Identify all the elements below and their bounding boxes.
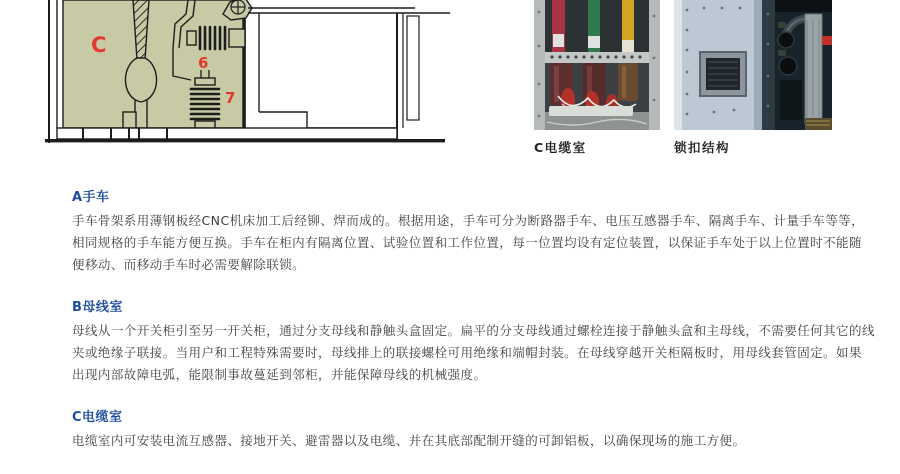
section-busbar-compartment — [72, 296, 890, 386]
section-text-line: 手车骨架系用薄钢板经CNC机床加工后经铆、焊而成的。根据用途，手车可分为断路器手车、电压互感器手车、隔离手车、计量手车等等， — [72, 213, 865, 228]
diagram-label-c: C — [91, 33, 107, 57]
section-heading-cable: C电缆室 — [72, 410, 123, 425]
section-handcart — [72, 186, 890, 276]
diagram-callout-6: 6 — [198, 54, 209, 72]
cabinet-cross-section-diagram — [45, 0, 450, 148]
brand-badge — [822, 36, 832, 45]
section-cable-compartment — [72, 406, 890, 452]
cable-compartment-photo-art — [534, 0, 660, 130]
section-heading-handcart: A手车 — [72, 190, 110, 205]
photo-lock-structure — [674, 0, 832, 156]
cable-compartment-photo — [534, 0, 660, 130]
cable-termination-bulb — [125, 58, 156, 102]
hinge-strip — [762, 0, 775, 130]
section-heading-busbar: B母线室 — [72, 300, 123, 315]
photo-caption-lock-structure: 锁扣结构 — [674, 140, 731, 155]
lock-structure-photo-art — [674, 0, 832, 130]
support-insulator-ribs — [191, 89, 219, 119]
section-text-line: 夹或绝缘子联接。当用户和工程特殊需要时，母线排上的联接螺栓可用绝缘和端帽封装。在母线穿越开关柜隔板时，用母线套管固定。如果 — [72, 345, 862, 360]
section-text-line: 电缆室内可安装电流互感器、接地开关、避雷器以及电缆、并在其底部配制开缝的可卸铝板，以确保现场的施工方便。 — [72, 433, 746, 448]
lock-structure-photo — [674, 0, 832, 130]
section-text-line: 相同规格的手车能方便互换。手车在柜内有隔离位置、试验位置和工作位置，每一位置均设有定位装置，以保证手车处于以上位置时不能随 — [72, 235, 862, 250]
diagram-callout-7: 7 — [225, 89, 236, 107]
busbar-red — [552, 0, 565, 58]
section-text-line: 出现内部故障电弧，能限制事故蔓延到邻柜，并能保障母线的机械强度。 — [72, 367, 487, 382]
busbar-green — [588, 0, 600, 58]
photo-cable-compartment — [534, 0, 660, 156]
cable-termination — [618, 63, 638, 101]
cross-section-drawing — [45, 0, 450, 148]
section-text-line: 母线从一个开关柜引至另一开关柜，通过分支母线和静触头盒固定。扁平的分支母线通过螺栓连接于静触头盒和主母线，不需要任何其它的线 — [72, 323, 875, 338]
section-text-line: 便移动、而移动手车时必需要解除联锁。 — [72, 257, 306, 272]
photo-caption-cable-compartment: C电缆室 — [534, 140, 587, 155]
